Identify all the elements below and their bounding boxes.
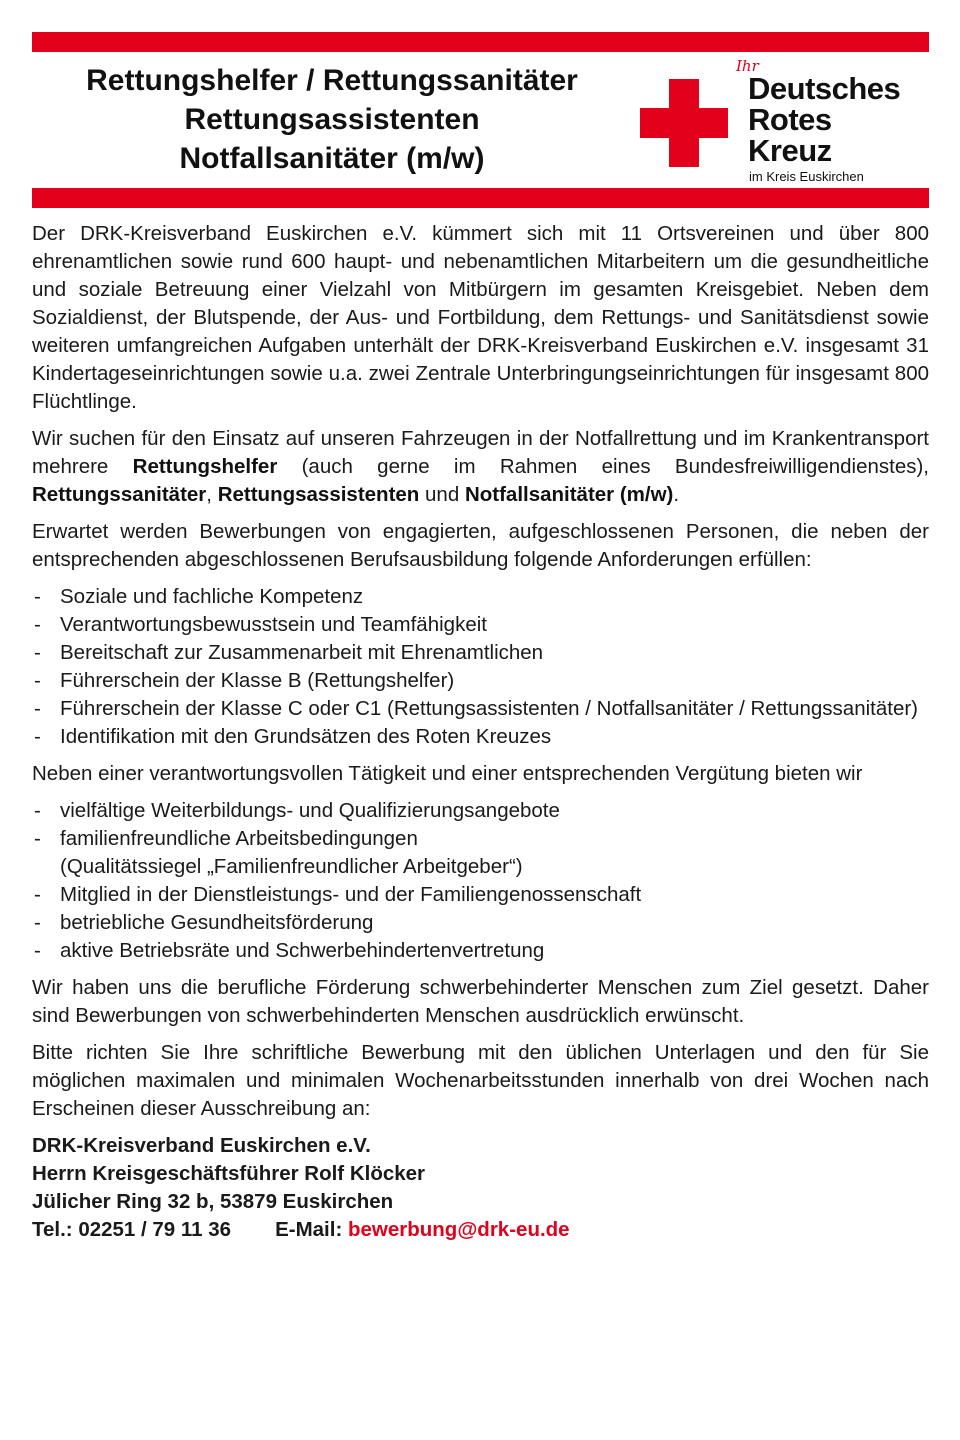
list-item: - aktive Betriebsräte und Schwerbehindertenvertretung — [32, 937, 929, 965]
list-item: - Soziale und fachliche Kompetenz — [32, 583, 929, 611]
offer-text: familienfreundliche Arbeitsbedingungen — [60, 827, 418, 850]
title-line-1: Rettungshelfer / Rettungssanitäter — [86, 64, 578, 97]
offer-paragraph: Neben einer verantwortungsvollen Tätigkeit und einer entsprechenden Vergütung bieten wir — [32, 762, 863, 785]
drk-logo — [638, 55, 929, 185]
header — [32, 55, 929, 185]
contact-person: Herrn Kreisgeschäftsführer Rolf Klöcker — [32, 1162, 426, 1185]
role-notfallsanitaeter: Notfallsanitäter (m/w) — [464, 483, 674, 506]
logo-name-line-2: Rotes — [748, 102, 832, 137]
search-paragraph — [32, 425, 929, 509]
red-cross-icon — [640, 79, 728, 167]
offer-note: (Qualitätssiegel „Familienfreundlicher Arbeitgeber“) — [60, 855, 523, 878]
list-item: - Führerschein der Klasse B (Rettungshelfer) — [32, 667, 929, 695]
contact-email-link[interactable]: bewerbung@drk-eu.de — [347, 1218, 570, 1241]
contact-org: DRK-Kreisverband Euskirchen e.V. — [32, 1134, 371, 1157]
search-text-3: , — [206, 483, 218, 506]
list-item: - betriebliche Gesundheitsförderung — [32, 909, 929, 937]
list-item: - Führerschein der Klasse C oder C1 (Rettungsassistenten / Notfallsanitäter / Rettungssanitäter) — [32, 695, 929, 723]
list-item: - Bereitschaft zur Zusammenarbeit mit Ehrenamtlichen — [32, 639, 929, 667]
logo-subtitle: im Kreis Euskirchen — [749, 169, 864, 184]
contact-line — [32, 1216, 929, 1244]
role-rettungsassistenten: Rettungsassistenten — [217, 483, 420, 506]
logo-name-line-3: Kreuz — [748, 133, 832, 168]
role-rettungssanitaeter: Rettungssanitäter — [32, 483, 207, 506]
search-text-2: (auch gerne im Rahmen eines Bundesfreiwilligendienstes), — [277, 455, 930, 478]
logo-name-line-1: Deutsches — [748, 71, 901, 106]
top-red-bar — [32, 32, 929, 52]
contact-email-label: E-Mail: — [275, 1218, 348, 1241]
body-text — [32, 220, 929, 1244]
disability-paragraph: Wir haben uns die berufliche Förderung schwerbehinderter Menschen zum Ziel gesetzt. Daher sind Bewerbungen von schwerbehinderten Menschen ausdrücklich erwünscht. — [32, 976, 929, 1027]
logo-name — [748, 73, 900, 166]
contact-block — [32, 1132, 929, 1244]
search-text-4: und — [419, 483, 465, 506]
contact-phone: Tel.: 02251 / 79 11 36 — [32, 1218, 232, 1241]
offers-list — [32, 797, 929, 965]
intro-paragraph: Der DRK-Kreisverband Euskirchen e.V. kümmert sich mit 11 Ortsvereinen und über 800 ehrenamtlichen sowie rund 600 haupt- und nebenamtlichen Mitarbeitern um die gesundheitliche und soziale Betreuung einer Vielzahl von Mitbürgern im gesamten Kreisgebiet. Neben dem Sozialdienst, der Blutspende, der Aus- und Fortbildung, dem Rettungs- und Sanitätsdienst sowie weiteren umfangreichen Aufgaben unterhält der DRK-Kreisverband Euskirchen e.V. insgesamt 31 Kindertageseinrichtungen sowie u.a. zwei Zentrale Unterbringungseinrichtungen für insgesamt 800 Flüchtlinge. — [32, 222, 929, 413]
apply-paragraph: Bitte richten Sie Ihre schriftliche Bewerbung mit den üblichen Unterlagen und den für Sie möglichen maximalen und minimalen Wochenarbeitsstunden innerhalb von drei Wochen nach Erscheinen dieser Ausschreibung an: — [32, 1041, 929, 1120]
logo-mark: Ihr — [736, 57, 759, 75]
title-line-3: Notfallsanitäter (m/w) — [179, 142, 485, 175]
title-line-2: Rettungsassistenten — [184, 103, 480, 136]
contact-address: Jülicher Ring 32 b, 53879 Euskirchen — [32, 1190, 394, 1213]
list-item: - Verantwortungsbewusstsein und Teamfähigkeit — [32, 611, 929, 639]
list-item: - Identifikation mit den Grundsätzen des Roten Kreuzes — [32, 723, 929, 751]
role-rettungshelfer: Rettungshelfer — [132, 455, 278, 478]
list-item: - Mitglied in der Dienstleistungs- und der Familiengenossenschaft — [32, 881, 929, 909]
search-text-5: . — [673, 483, 680, 506]
requirements-list — [32, 583, 929, 751]
title-block — [32, 61, 632, 178]
list-item — [32, 825, 929, 881]
search-text-1: Wir suchen für den Einsatz auf unseren Fahrzeugen in der Notfallrettung und im Krankentransport mehrere — [32, 427, 929, 478]
bottom-red-bar — [32, 188, 929, 208]
expect-paragraph: Erwartet werden Bewerbungen von engagierten, aufgeschlossenen Personen, die neben der entsprechenden abgeschlossenen Berufsausbildung folgende Anforderungen erfüllen: — [32, 520, 929, 571]
list-item: - vielfältige Weiterbildungs- und Qualifizierungsangebote — [32, 797, 929, 825]
